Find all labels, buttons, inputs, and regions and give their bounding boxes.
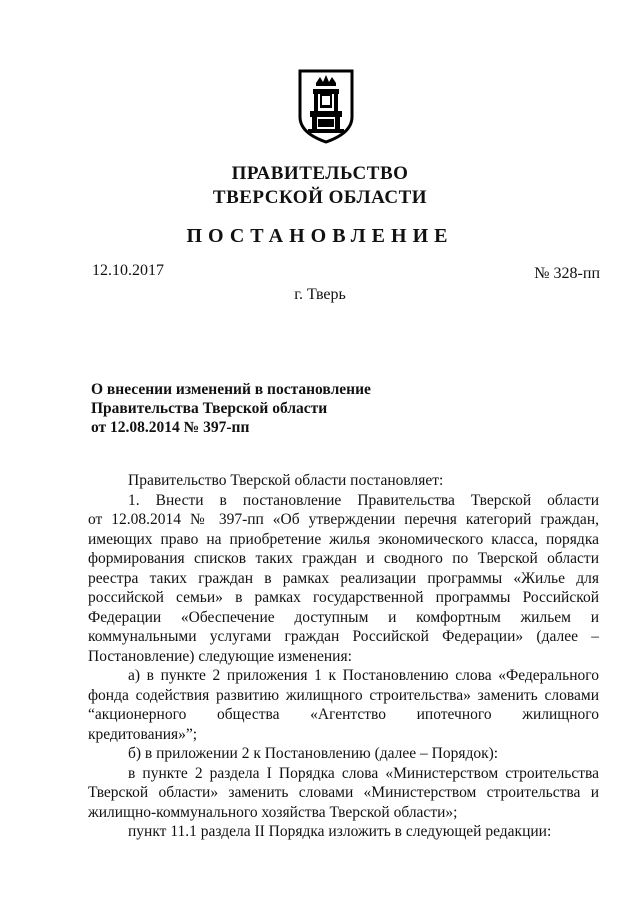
paragraph-line: имеющих право на приобретение жилья экономического класса, порядка (88, 530, 599, 548)
document-city: г. Тверь (294, 286, 346, 303)
organization-name-line1: ПРАВИТЕЛЬСТВО (231, 163, 409, 184)
paragraph-line: б) в приложении 2 к Постановлению (далее – Порядок): (128, 745, 499, 762)
paragraph-line: “акционерного общества «Агентство ипотечного жилищного (88, 706, 599, 723)
paragraph-line: Федерации «Обеспечение доступным и комфортным жильем и (88, 608, 599, 626)
paragraph-line: формирования списков таких граждан и сводного по Тверской области (88, 550, 599, 567)
paragraph-line: а) в пункте 2 приложения 1 к Постановлению слова «Федерального (128, 667, 599, 684)
subject-line: Правительства Тверской области (91, 400, 328, 417)
paragraph-line: российской семьи» в рамках государственной программы Российской (88, 589, 599, 606)
subject-line: от 12.08.2014 № 397-пп (91, 419, 250, 436)
subject-line: О внесении изменений в постановление (91, 381, 371, 398)
document-subject (91, 380, 411, 437)
document-body (88, 471, 599, 842)
organization-name-line2: ТВЕРСКОЙ ОБЛАСТИ (212, 187, 428, 208)
paragraph-line: в пункте 2 раздела I Порядка слова «Министерством строительства (128, 764, 599, 782)
paragraph-line: от 12.08.2014 № 397-пп «Об утверждении перечня категорий граждан, (88, 511, 599, 528)
paragraph-line: фонда содействия развитию жилищного строительства» заменить словами (88, 686, 599, 704)
document-number: № 328-пп (534, 265, 600, 282)
paragraph-line: кредитования»”; (88, 725, 198, 743)
paragraph-line: 1. Внести в постановление Правительства Тверской области (128, 491, 599, 509)
document-date: 12.10.2017 (92, 262, 164, 279)
paragraph-line: коммунальными услугами граждан Российской Федерации» (далее – (88, 628, 599, 645)
paragraph-line: пункт 11.1 раздела II Порядка изложить в следующей редакции: (128, 823, 552, 840)
paragraph-line: Правительство Тверской области постановляет: (128, 472, 444, 489)
paragraph-line: Тверской области» заменить словами «Министерством строительства и (88, 784, 599, 801)
document-type: ПОСТАНОВЛЕНИЕ (186, 225, 454, 247)
paragraph-line: реестра таких граждан в рамках реализации программы «Жилье для (88, 569, 599, 587)
paragraph-line: жилищно-коммунального хозяйства Тверской области»; (88, 803, 458, 821)
paragraph-line: Постановление) следующие изменения: (88, 647, 352, 665)
tver-coat-of-arms-icon (296, 67, 356, 145)
